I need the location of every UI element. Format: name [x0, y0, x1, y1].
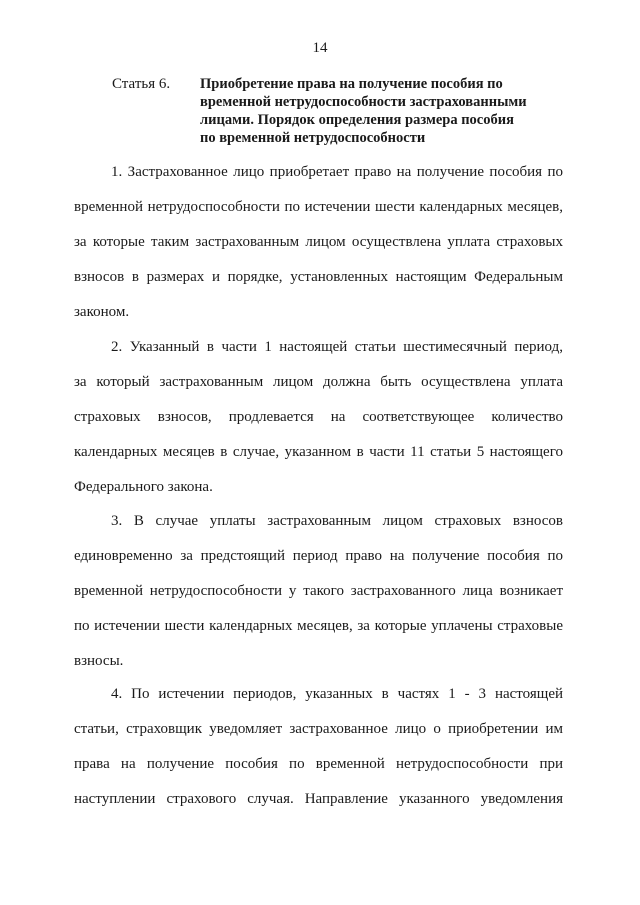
- paragraph-4: [74, 677, 563, 817]
- paragraph-line: за который застрахованным лицом должна быть осуществлена уплата: [74, 374, 563, 390]
- paragraph-line: 3. В случае уплаты застрахованным лицом страховых взносов: [111, 513, 563, 529]
- paragraph-line: Федерального закона.: [74, 479, 213, 495]
- paragraph-line: календарных месяцев в случае, указанном в части 11 статьи 5 настоящего: [74, 444, 563, 460]
- paragraph-line: временной нетрудоспособности у такого застрахованного лица возникает: [74, 583, 563, 599]
- article-title-line: Приобретение права на получение пособия по: [200, 76, 503, 92]
- article-title: [200, 75, 572, 147]
- paragraph-line: временной нетрудоспособности по истечении шести календарных месяцев,: [74, 199, 563, 215]
- paragraph-3: [74, 504, 563, 679]
- article-title-line: временной нетрудоспособности застрахованными: [200, 94, 527, 110]
- paragraph-line: законом.: [74, 304, 130, 320]
- paragraph-line: взносов в размерах и порядке, установленных настоящим Федеральным: [74, 269, 563, 285]
- page-number: 14: [312, 40, 328, 56]
- paragraph-1: [74, 155, 563, 330]
- paragraph-line: наступлении страхового случая. Направление указанного уведомления: [74, 791, 563, 807]
- paragraph-line: за которые таким застрахованным лицом осуществлена уплата страховых: [74, 234, 563, 250]
- paragraph-line: 2. Указанный в части 1 настоящей статьи шестимесячный период,: [111, 339, 563, 355]
- paragraph-line: 4. По истечении периодов, указанных в частях 1 - 3 настоящей: [111, 686, 563, 702]
- paragraph-line: страховых взносов, продлевается на соответствующее количество: [74, 409, 563, 425]
- article-label: Статья 6.: [112, 76, 171, 92]
- article-header: [112, 75, 572, 147]
- paragraph-line: права на получение пособия по временной нетрудоспособности при: [74, 756, 563, 772]
- paragraph-line: 1. Застрахованное лицо приобретает право на получение пособия по: [111, 164, 563, 180]
- paragraph-2: [74, 330, 563, 505]
- paragraph-line: по истечении шести календарных месяцев, за которые уплачены страховые: [74, 618, 563, 634]
- article-title-line: по временной нетрудоспособности: [200, 130, 426, 146]
- article-title-line: лицами. Порядок определения размера пособия: [200, 112, 514, 128]
- paragraph-line: статьи, страховщик уведомляет застрахованное лицо о приобретении им: [74, 721, 563, 737]
- paragraph-line: взносы.: [74, 653, 124, 669]
- paragraph-line: единовременно за предстоящий период право на получение пособия по: [74, 548, 563, 564]
